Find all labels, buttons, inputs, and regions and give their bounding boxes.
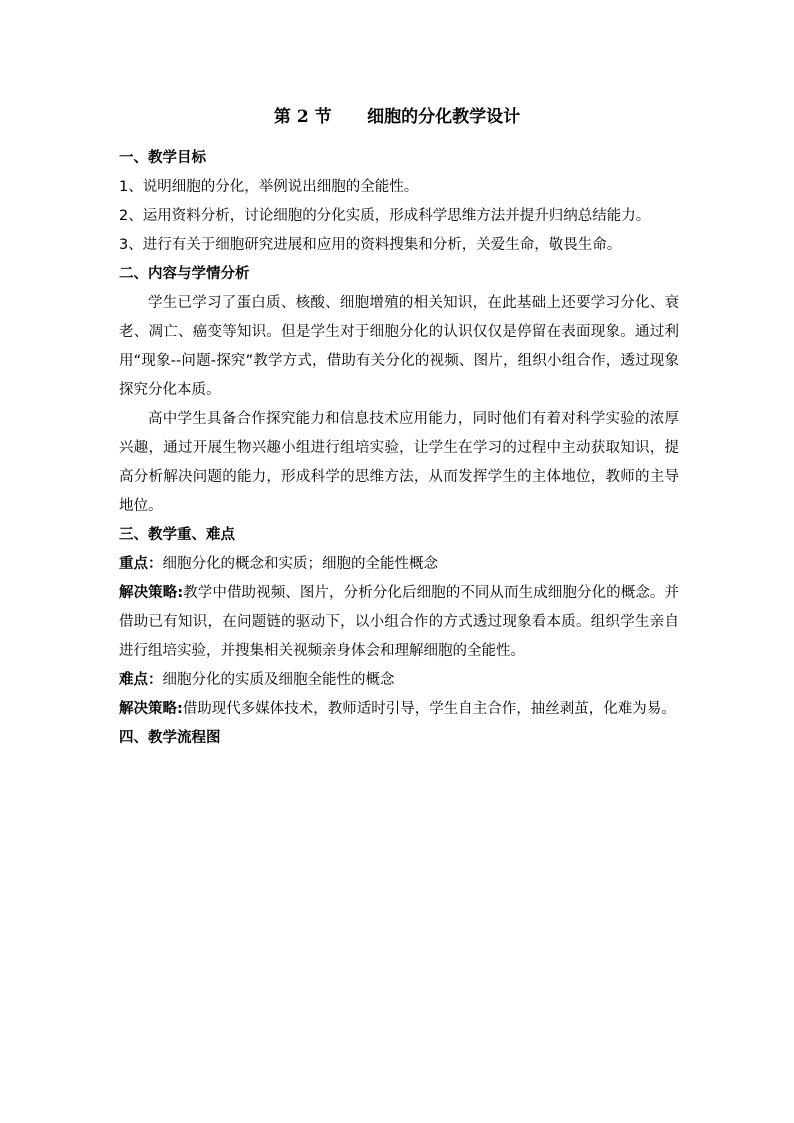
focus-label: 重点： — [119, 556, 163, 572]
section-heading-key-points: 三、教学重、难点 — [119, 527, 235, 543]
difficulty-text: 细胞分化的实质及细胞全能性的概念 — [162, 672, 395, 688]
section-heading-flowchart: 四、教学流程图 — [119, 730, 221, 746]
objective-item-3: 3、进行有关于细胞研究进展和应用的资料搜集和分析，关爱生命，敬畏生命。 — [119, 237, 622, 253]
strategy-text-2: 借助现代多媒体技术，教师适时引导，学生自主合作，抽丝剥茧，化难为易。 — [182, 701, 676, 717]
analysis-paragraph-2: 高中学生具备合作探究能力和信息技术应用能力，同时他们有着对科学实验的浓厚兴趣，通过开展生物兴趣小组进行组培实验，让学生在学习的过程中主动获取知识，提高分析解决问题的能力，形成科学的思维方法，从而发挥学生的主体地位，教师的主导地位。 — [119, 411, 679, 514]
focus-line — [119, 550, 679, 579]
focus-text: 细胞分化的概念和实质；细胞的全能性概念 — [162, 556, 438, 572]
title-section-number: 第 2 节 — [273, 107, 332, 127]
document-body — [119, 144, 679, 753]
title-text: 细胞的分化教学设计 — [367, 107, 521, 127]
difficulty-line — [119, 666, 679, 695]
strategy-text-1: 教学中借助视频、图片，分析分化后细胞的不同从而生成细胞分化的概念。并借助已有知识，在问题链的驱动下，以小组合作的方式透过现象看本质。组织学生亲自进行组培实验，并搜集相关视频亲身体会和理解细胞的全能性。 — [119, 585, 679, 659]
strategy-label-2: 解决策略: — [119, 701, 183, 717]
objective-item-1: 1、说明细胞的分化，举例说出细胞的全能性。 — [119, 179, 419, 195]
difficulty-label: 难点： — [119, 672, 163, 688]
strategy-paragraph-1 — [119, 579, 679, 666]
document-title — [0, 106, 794, 128]
section-heading-analysis: 二、内容与学情分析 — [119, 266, 250, 282]
section-heading-objectives: 一、教学目标 — [119, 150, 206, 166]
objective-item-2: 2、运用资料分析，讨论细胞的分化实质，形成科学思维方法并提升归纳总结能力。 — [119, 208, 651, 224]
analysis-paragraph-1: 学生已学习了蛋白质、核酸、细胞增殖的相关知识，在此基础上还要学习分化、衰老、凋亡、癌变等知识。但是学生对于细胞分化的认识仅仅是停留在表面现象。通过利用“现象--问题-探究”教学方式，借助有关分化的视频、图片，组织小组合作，透过现象探究分化本质。 — [119, 295, 679, 398]
strategy-paragraph-2 — [119, 695, 679, 724]
strategy-label-1: 解决策略: — [119, 585, 184, 601]
